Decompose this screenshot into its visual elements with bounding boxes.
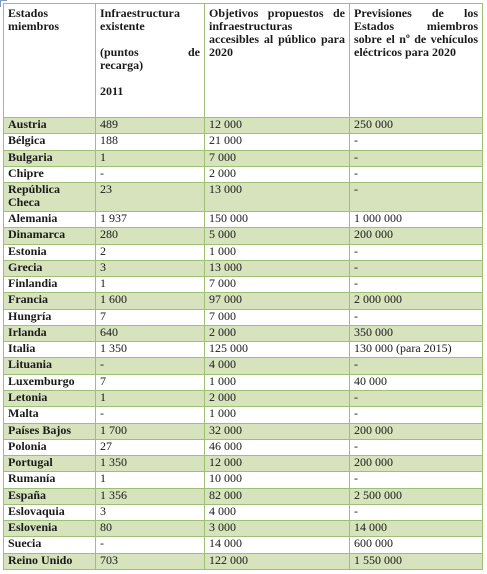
table-body — [4, 118, 483, 570]
target-2020-cell: 97 000 — [205, 293, 350, 309]
forecast-2020-cell: - — [350, 150, 483, 166]
country-cell: Suecia — [4, 537, 96, 553]
existing-points-cell: - — [96, 407, 205, 423]
header-member-states — [4, 4, 96, 118]
table-row — [4, 150, 483, 166]
existing-points-cell: 1 — [96, 150, 205, 166]
forecast-2020-cell: 1 000 000 — [350, 212, 483, 228]
document-table-wrapper — [3, 3, 482, 570]
header-existing-units-c: recarga) — [100, 58, 144, 72]
forecast-2020-cell: 250 000 — [350, 118, 483, 134]
existing-points-cell: 3 — [96, 504, 205, 520]
table-row — [4, 423, 483, 439]
country-cell: Chipre — [4, 166, 96, 182]
table-row — [4, 472, 483, 488]
existing-points-cell: - — [96, 358, 205, 374]
target-2020-cell: 14 000 — [205, 537, 350, 553]
header-member-states-text: Estados miembros — [8, 6, 60, 33]
country-cell: Rumanía — [4, 472, 96, 488]
forecast-2020-cell: - — [350, 390, 483, 406]
country-cell: Estonia — [4, 244, 96, 260]
country-cell: Países Bajos — [4, 423, 96, 439]
target-2020-cell: 13 000 — [205, 260, 350, 276]
country-cell: Bulgaria — [4, 150, 96, 166]
country-cell: España — [4, 488, 96, 504]
country-cell: Letonia — [4, 390, 96, 406]
header-existing-year: 2011 — [100, 84, 124, 98]
country-cell: Eslovenia — [4, 521, 96, 537]
target-2020-cell: 7 000 — [205, 309, 350, 325]
table-row — [4, 439, 483, 455]
table-row — [4, 212, 483, 228]
country-cell: Dinamarca — [4, 228, 96, 244]
table-header — [4, 4, 483, 118]
header-forecast-text: Previsiones de los Estados miembros sobre el nº de vehículos eléctricos para 2020 — [354, 6, 478, 59]
country-cell: Bélgica — [4, 134, 96, 150]
table-row — [4, 407, 483, 423]
forecast-2020-cell: - — [350, 166, 483, 182]
target-2020-cell: 4 000 — [205, 504, 350, 520]
table-row — [4, 118, 483, 134]
table-row — [4, 537, 483, 553]
forecast-2020-cell: - — [350, 244, 483, 260]
country-cell: Grecia — [4, 260, 96, 276]
existing-points-cell: 27 — [96, 439, 205, 455]
country-cell: Eslovaquia — [4, 504, 96, 520]
existing-points-cell: 1 350 — [96, 456, 205, 472]
forecast-2020-cell: 14 000 — [350, 521, 483, 537]
header-forecast-2020 — [350, 4, 483, 118]
country-cell: Alemania — [4, 212, 96, 228]
existing-points-cell: 1 356 — [96, 488, 205, 504]
existing-points-cell: 280 — [96, 228, 205, 244]
target-2020-cell: 3 000 — [205, 521, 350, 537]
existing-points-cell: 3 — [96, 260, 205, 276]
table-row — [4, 244, 483, 260]
existing-points-cell: 1 700 — [96, 423, 205, 439]
forecast-2020-cell: - — [350, 309, 483, 325]
table-row — [4, 456, 483, 472]
table-row — [4, 309, 483, 325]
country-cell: Portugal — [4, 456, 96, 472]
target-2020-cell: 10 000 — [205, 472, 350, 488]
existing-points-cell: 1 600 — [96, 293, 205, 309]
existing-points-cell: 1 — [96, 390, 205, 406]
forecast-2020-cell: - — [350, 439, 483, 455]
country-cell: Polonia — [4, 439, 96, 455]
header-targets-2020 — [205, 4, 350, 118]
table-row — [4, 342, 483, 358]
existing-points-cell: 1 937 — [96, 212, 205, 228]
table-row — [4, 488, 483, 504]
target-2020-cell: 2 000 — [205, 166, 350, 182]
existing-points-cell: 7 — [96, 374, 205, 390]
existing-points-cell: - — [96, 537, 205, 553]
table-row — [4, 228, 483, 244]
existing-points-cell: 1 350 — [96, 342, 205, 358]
header-targets-text: Objetivos propuestos de infraestructuras accesibles al público para 2020 — [209, 6, 345, 59]
country-cell: Austria — [4, 118, 96, 134]
table-row — [4, 293, 483, 309]
target-2020-cell: 5 000 — [205, 228, 350, 244]
table-row — [4, 277, 483, 293]
forecast-2020-cell: - — [350, 134, 483, 150]
table-row — [4, 390, 483, 406]
target-2020-cell: 46 000 — [205, 439, 350, 455]
forecast-2020-cell: 600 000 — [350, 537, 483, 553]
forecast-2020-cell: - — [350, 407, 483, 423]
existing-points-cell: 1 — [96, 472, 205, 488]
existing-points-cell: 489 — [96, 118, 205, 134]
table-row — [4, 374, 483, 390]
table-row — [4, 521, 483, 537]
existing-points-cell: 80 — [96, 521, 205, 537]
target-2020-cell: 122 000 — [205, 553, 350, 569]
header-existing-units-b: de — [188, 45, 200, 59]
target-2020-cell: 82 000 — [205, 488, 350, 504]
country-cell: Francia — [4, 293, 96, 309]
country-cell: Lituania — [4, 358, 96, 374]
existing-points-cell: 7 — [96, 309, 205, 325]
forecast-2020-cell: 2 500 000 — [350, 488, 483, 504]
existing-points-cell: 703 — [96, 553, 205, 569]
country-cell: Italia — [4, 342, 96, 358]
forecast-2020-cell: - — [350, 504, 483, 520]
target-2020-cell: 13 000 — [205, 183, 350, 212]
forecast-2020-cell: 200 000 — [350, 228, 483, 244]
table-row — [4, 358, 483, 374]
existing-points-cell: 2 — [96, 244, 205, 260]
target-2020-cell: 2 000 — [205, 390, 350, 406]
forecast-2020-cell: - — [350, 260, 483, 276]
target-2020-cell: 150 000 — [205, 212, 350, 228]
forecast-2020-cell: 200 000 — [350, 456, 483, 472]
target-2020-cell: 2 000 — [205, 325, 350, 341]
forecast-2020-cell: 350 000 — [350, 325, 483, 341]
forecast-2020-cell: 130 000 (para 2015) — [350, 342, 483, 358]
forecast-2020-cell: 200 000 — [350, 423, 483, 439]
existing-points-cell: - — [96, 166, 205, 182]
header-existing-title: Infraestructura existente — [100, 6, 180, 33]
existing-points-cell: 188 — [96, 134, 205, 150]
existing-points-cell: 1 — [96, 277, 205, 293]
target-2020-cell: 7 000 — [205, 150, 350, 166]
header-row — [4, 4, 483, 118]
header-existing-units-a: (puntos — [100, 45, 139, 59]
table-row — [4, 183, 483, 212]
table-row — [4, 325, 483, 341]
forecast-2020-cell: - — [350, 472, 483, 488]
target-2020-cell: 21 000 — [205, 134, 350, 150]
country-cell: Reino Unido — [4, 553, 96, 569]
forecast-2020-cell: 1 550 000 — [350, 553, 483, 569]
target-2020-cell: 7 000 — [205, 277, 350, 293]
forecast-2020-cell: 40 000 — [350, 374, 483, 390]
target-2020-cell: 32 000 — [205, 423, 350, 439]
forecast-2020-cell: - — [350, 277, 483, 293]
table-row — [4, 260, 483, 276]
table-row — [4, 553, 483, 569]
table-row — [4, 166, 483, 182]
existing-points-cell: 23 — [96, 183, 205, 212]
existing-points-cell: 640 — [96, 325, 205, 341]
table-row — [4, 504, 483, 520]
target-2020-cell: 125 000 — [205, 342, 350, 358]
forecast-2020-cell: 2 000 000 — [350, 293, 483, 309]
header-existing-infrastructure — [96, 4, 205, 118]
forecast-2020-cell: - — [350, 183, 483, 212]
target-2020-cell: 12 000 — [205, 118, 350, 134]
country-cell: Hungría — [4, 309, 96, 325]
target-2020-cell: 1 000 — [205, 407, 350, 423]
country-cell: Irlanda — [4, 325, 96, 341]
table-row — [4, 134, 483, 150]
target-2020-cell: 1 000 — [205, 374, 350, 390]
country-cell: República Checa — [4, 183, 96, 212]
target-2020-cell: 12 000 — [205, 456, 350, 472]
forecast-2020-cell: - — [350, 358, 483, 374]
ev-infrastructure-table — [3, 3, 483, 570]
country-cell: Malta — [4, 407, 96, 423]
target-2020-cell: 1 000 — [205, 244, 350, 260]
country-cell: Finlandia — [4, 277, 96, 293]
target-2020-cell: 4 000 — [205, 358, 350, 374]
country-cell: Luxemburgo — [4, 374, 96, 390]
